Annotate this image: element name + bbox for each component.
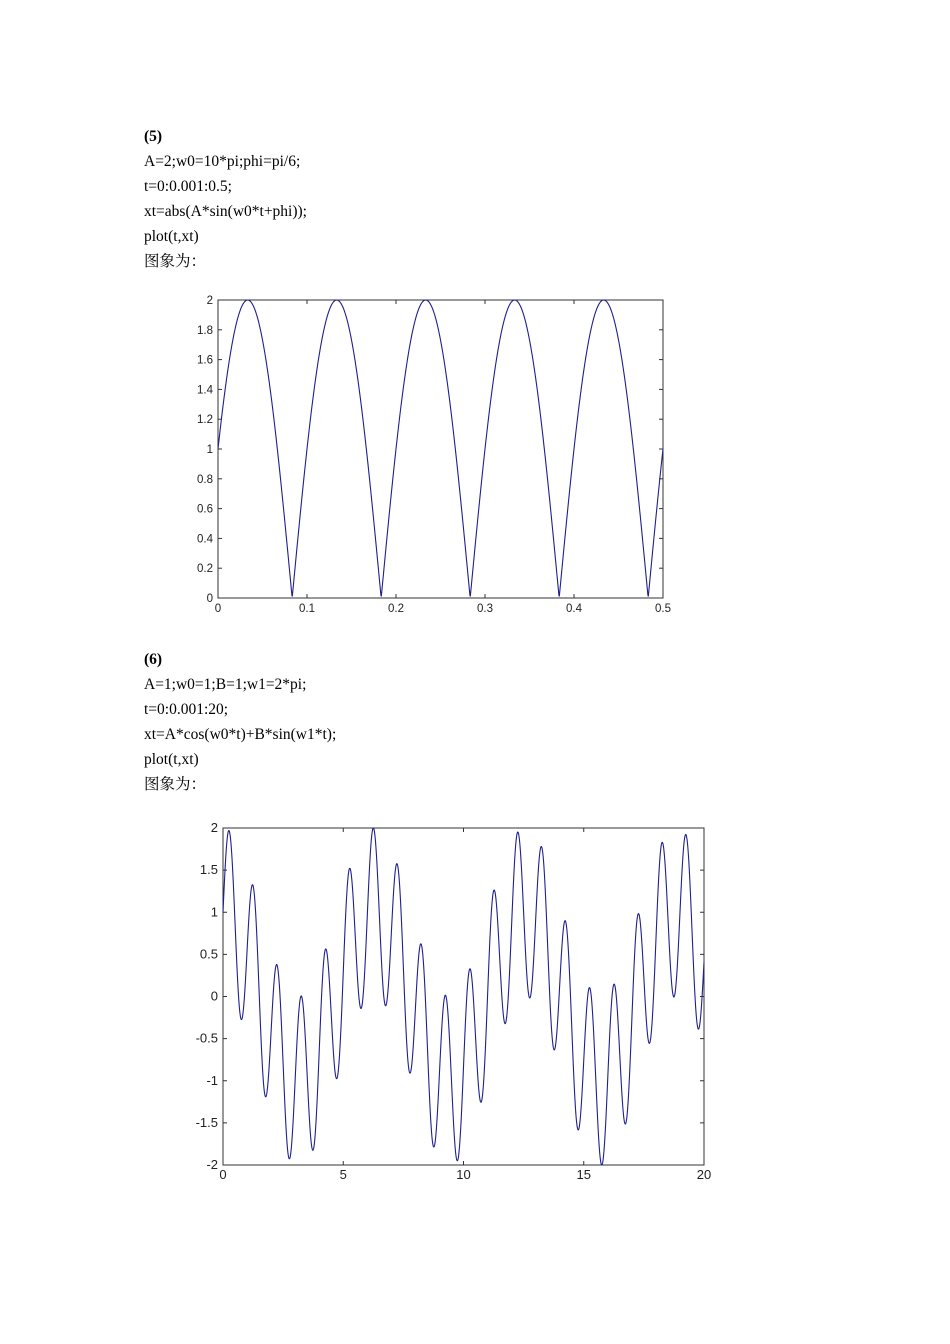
x-tick-label: 0.1 bbox=[299, 603, 315, 615]
x-tick-label: 0 bbox=[214, 603, 222, 615]
x-tick-label: 0.4 bbox=[566, 603, 582, 615]
y-tick-label: -1.5 bbox=[195, 1114, 218, 1130]
y-tick-label: 2 bbox=[206, 295, 213, 307]
y-tick-label: 1.5 bbox=[199, 862, 218, 878]
code-line: A=1;w0=1;B=1;w1=2*pi; bbox=[144, 676, 307, 693]
y-tick-label: -1 bbox=[206, 1072, 218, 1088]
x-tick-label: 5 bbox=[339, 1167, 347, 1182]
code-line: plot(t,xt) bbox=[144, 751, 199, 768]
code-line: xt=abs(A*sin(w0*t+phi)); bbox=[144, 203, 307, 220]
y-tick-label: 0.8 bbox=[197, 473, 213, 486]
x-tick-label: 0 bbox=[219, 1167, 227, 1182]
y-tick-label: 1 bbox=[206, 444, 213, 456]
y-tick-label: 0.2 bbox=[197, 563, 213, 576]
y-tick-label: 1.4 bbox=[197, 384, 213, 397]
code-line: plot(t,xt) bbox=[144, 228, 199, 245]
code-line: A=2;w0=10*pi;phi=pi/6; bbox=[144, 153, 301, 170]
y-tick-label: 1 bbox=[210, 904, 218, 920]
y-tick-label: 0.5 bbox=[199, 946, 218, 962]
y-tick-label: 0 bbox=[206, 593, 213, 605]
section-heading: (6) bbox=[144, 651, 163, 668]
series-line bbox=[223, 828, 704, 1165]
x-tick-label: 0.5 bbox=[655, 603, 671, 615]
x-tick-label: 0.2 bbox=[388, 603, 404, 615]
x-tick-label: 15 bbox=[576, 1167, 591, 1182]
x-tick-label: 20 bbox=[696, 1167, 712, 1182]
code-line: xt=A*cos(w0*t)+B*sin(w1*t); bbox=[144, 726, 337, 743]
x-tick-label: 10 bbox=[456, 1167, 471, 1182]
axes-box bbox=[223, 828, 704, 1165]
y-tick-label: 0.4 bbox=[197, 533, 213, 546]
code-line: t=0:0.001:20; bbox=[144, 701, 229, 718]
x-tick-label: 0.3 bbox=[477, 603, 493, 615]
y-tick-label: 2 bbox=[210, 820, 218, 835]
y-tick-label: 0 bbox=[210, 988, 218, 1004]
y-tick-label: -2 bbox=[206, 1157, 218, 1172]
y-tick-label: 1.2 bbox=[197, 414, 213, 427]
code-line: t=0:0.001:0.5; bbox=[144, 178, 232, 195]
figure-caption: 图象为： bbox=[144, 253, 207, 270]
y-tick-label: 1.6 bbox=[197, 354, 213, 367]
y-tick-label: 1.8 bbox=[197, 324, 213, 337]
y-tick-label: 0.6 bbox=[197, 503, 213, 516]
section-heading: (5) bbox=[144, 128, 163, 145]
figure-caption: 图象为： bbox=[144, 776, 207, 793]
y-tick-label: -0.5 bbox=[195, 1030, 218, 1046]
